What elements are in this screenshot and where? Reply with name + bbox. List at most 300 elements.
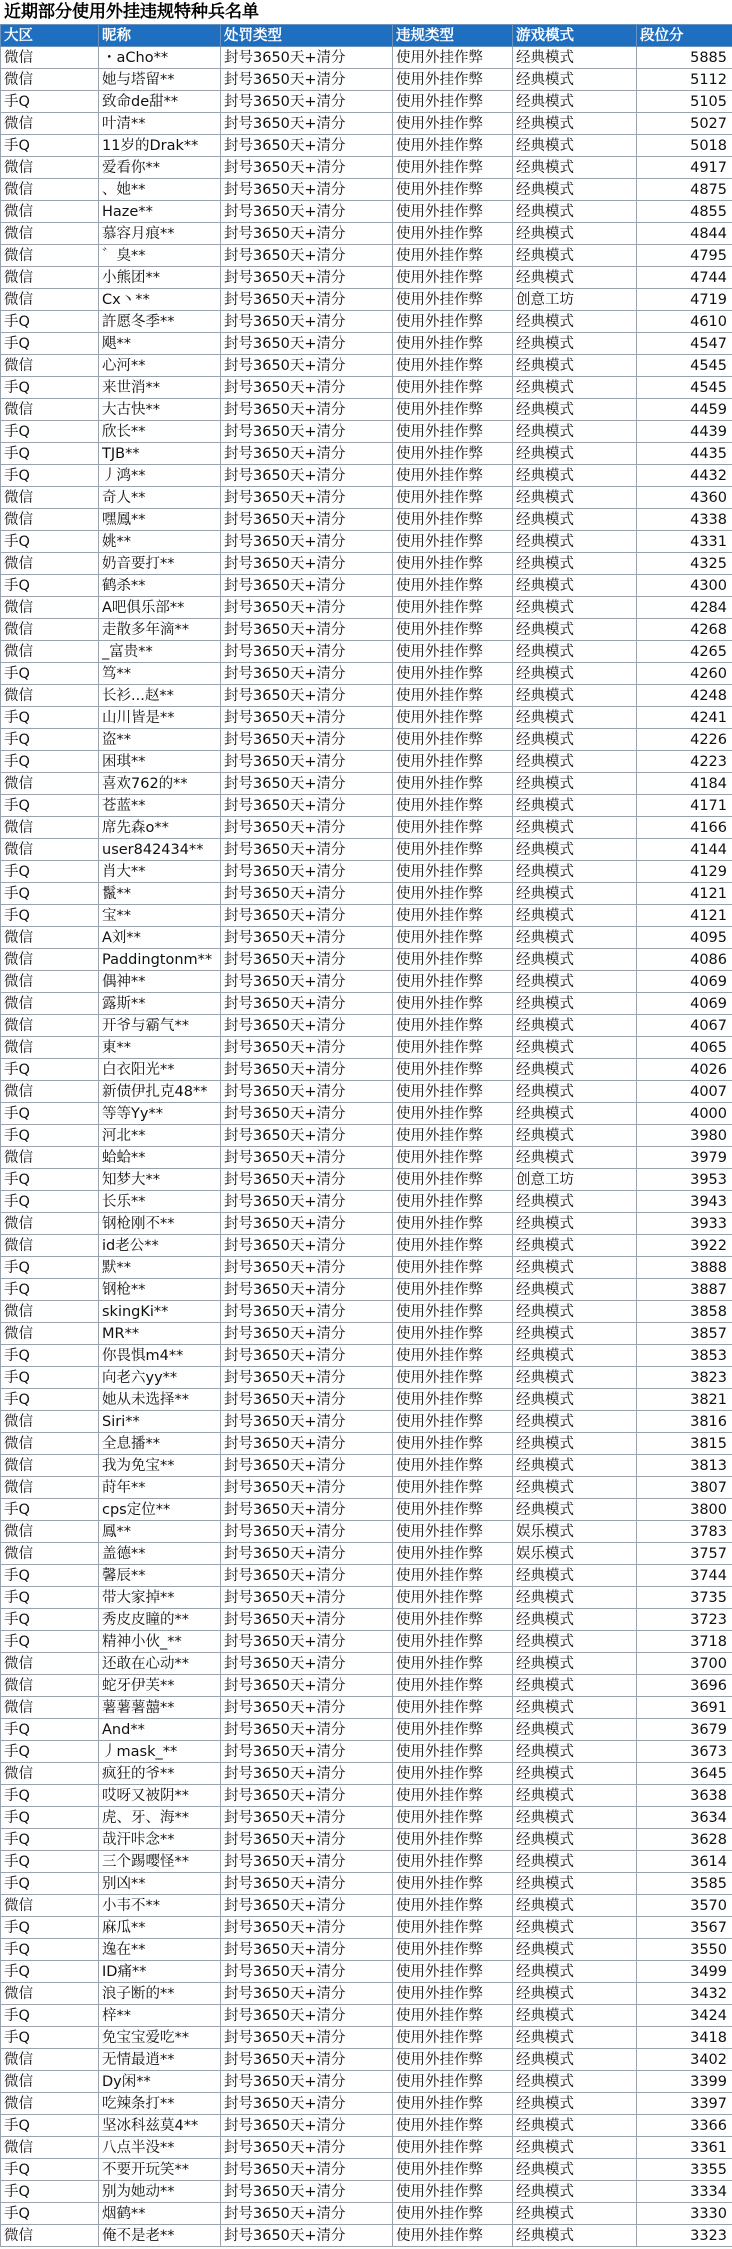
region-cell: 手Q (1, 1917, 99, 1939)
nickname-cell: 河北** (99, 1125, 221, 1147)
region-cell: 微信 (1, 773, 99, 795)
nickname-cell: 钢枪** (99, 1279, 221, 1301)
game-mode-cell: 经典模式 (513, 1609, 637, 1631)
rank-score-cell: 4226 (637, 729, 732, 751)
nickname-cell: 麻瓜** (99, 1917, 221, 1939)
violation-type-cell: 使用外挂作弊 (393, 927, 513, 949)
region-cell: 手Q (1, 377, 99, 399)
penalty-type-cell: 封号3650天+清分 (221, 1543, 393, 1565)
game-mode-cell: 经典模式 (513, 1961, 637, 1983)
rank-score-cell: 4547 (637, 333, 732, 355)
region-cell: 手Q (1, 443, 99, 465)
violation-type-cell: 使用外挂作弊 (393, 421, 513, 443)
table-row (1, 1917, 732, 1939)
penalty-type-cell: 封号3650天+清分 (221, 1851, 393, 1873)
nickname-cell: 席先森o** (99, 817, 221, 839)
game-mode-cell: 经典模式 (513, 1235, 637, 1257)
violation-type-cell: 使用外挂作弊 (393, 729, 513, 751)
region-cell: 微信 (1, 1521, 99, 1543)
rank-score-cell: 4223 (637, 751, 732, 773)
nickname-cell: 来世消** (99, 377, 221, 399)
nickname-cell: 笃** (99, 663, 221, 685)
table-row (1, 91, 732, 113)
region-cell: 手Q (1, 1807, 99, 1829)
nickname-cell: 长衫...赵** (99, 685, 221, 707)
table-row (1, 377, 732, 399)
rank-score-cell: 4000 (637, 1103, 732, 1125)
nickname-cell: 走散多年滴** (99, 619, 221, 641)
penalty-type-cell: 封号3650天+清分 (221, 861, 393, 883)
game-mode-cell: 经典模式 (513, 1763, 637, 1785)
game-mode-cell: 经典模式 (513, 861, 637, 883)
nickname-cell: 还敢在心动** (99, 1653, 221, 1675)
region-cell: 微信 (1, 1411, 99, 1433)
table-row (1, 1257, 732, 1279)
table-row (1, 1059, 732, 1081)
penalty-type-cell: 封号3650天+清分 (221, 1785, 393, 1807)
rank-score-cell: 5027 (637, 113, 732, 135)
region-cell: 微信 (1, 949, 99, 971)
penalty-type-cell: 封号3650天+清分 (221, 1059, 393, 1081)
penalty-type-cell: 封号3650天+清分 (221, 377, 393, 399)
rank-score-cell: 4248 (637, 685, 732, 707)
violation-type-cell: 使用外挂作弊 (393, 993, 513, 1015)
game-mode-cell: 经典模式 (513, 641, 637, 663)
header-penalty-type: 处罚类型 (221, 25, 393, 47)
nickname-cell: ゛臭** (99, 245, 221, 267)
rank-score-cell: 3807 (637, 1477, 732, 1499)
table-row (1, 2203, 732, 2225)
violation-type-cell: 使用外挂作弊 (393, 707, 513, 729)
penalty-type-cell: 封号3650天+清分 (221, 795, 393, 817)
violation-type-cell: 使用外挂作弊 (393, 1675, 513, 1697)
table-row (1, 1433, 732, 1455)
game-mode-cell: 经典模式 (513, 817, 637, 839)
nickname-cell: 飓** (99, 333, 221, 355)
nickname-cell: 新债伊扎克48** (99, 1081, 221, 1103)
rank-score-cell: 5885 (637, 47, 732, 69)
violation-type-cell: 使用外挂作弊 (393, 1433, 513, 1455)
violation-type-cell: 使用外挂作弊 (393, 553, 513, 575)
nickname-cell: 开爷与霸气** (99, 1015, 221, 1037)
region-cell: 手Q (1, 531, 99, 553)
penalty-type-cell: 封号3650天+清分 (221, 113, 393, 135)
table-row (1, 1895, 732, 1917)
nickname-cell: 向老六yy** (99, 1367, 221, 1389)
penalty-type-cell: 封号3650天+清分 (221, 553, 393, 575)
rank-score-cell: 5112 (637, 69, 732, 91)
penalty-type-cell: 封号3650天+清分 (221, 1895, 393, 1917)
table-row (1, 553, 732, 575)
rank-score-cell: 4026 (637, 1059, 732, 1081)
rank-score-cell: 4325 (637, 553, 732, 575)
region-cell: 微信 (1, 971, 99, 993)
penalty-type-cell: 封号3650天+清分 (221, 751, 393, 773)
game-mode-cell: 经典模式 (513, 1631, 637, 1653)
table-row (1, 355, 732, 377)
nickname-cell: 长乐** (99, 1191, 221, 1213)
header-region: 大区 (1, 25, 99, 47)
violation-type-cell: 使用外挂作弊 (393, 839, 513, 861)
ban-list-table (0, 24, 732, 2247)
rank-score-cell: 3735 (637, 1587, 732, 1609)
violation-type-cell: 使用外挂作弊 (393, 905, 513, 927)
rank-score-cell: 4144 (637, 839, 732, 861)
game-mode-cell: 经典模式 (513, 1741, 637, 1763)
violation-type-cell: 使用外挂作弊 (393, 2159, 513, 2181)
violation-type-cell: 使用外挂作弊 (393, 1477, 513, 1499)
rank-score-cell: 4875 (637, 179, 732, 201)
game-mode-cell: 经典模式 (513, 2181, 637, 2203)
region-cell: 手Q (1, 1961, 99, 1983)
table-row (1, 1345, 732, 1367)
penalty-type-cell: 封号3650天+清分 (221, 245, 393, 267)
game-mode-cell: 经典模式 (513, 1983, 637, 2005)
nickname-cell: id老公** (99, 1235, 221, 1257)
violation-type-cell: 使用外挂作弊 (393, 1543, 513, 1565)
violation-type-cell: 使用外挂作弊 (393, 377, 513, 399)
violation-type-cell: 使用外挂作弊 (393, 2071, 513, 2093)
violation-type-cell: 使用外挂作弊 (393, 1587, 513, 1609)
game-mode-cell: 经典模式 (513, 619, 637, 641)
region-cell: 微信 (1, 2071, 99, 2093)
nickname-cell: user842434** (99, 839, 221, 861)
violation-type-cell: 使用外挂作弊 (393, 1169, 513, 1191)
nickname-cell: 虎、牙、海** (99, 1807, 221, 1829)
nickname-cell: 不要开玩笑** (99, 2159, 221, 2181)
penalty-type-cell: 封号3650天+清分 (221, 685, 393, 707)
rank-score-cell: 3980 (637, 1125, 732, 1147)
nickname-cell: skingKi** (99, 1301, 221, 1323)
game-mode-cell: 创意工坊 (513, 1169, 637, 1191)
violation-type-cell: 使用外挂作弊 (393, 1455, 513, 1477)
game-mode-cell: 经典模式 (513, 685, 637, 707)
violation-type-cell: 使用外挂作弊 (393, 1499, 513, 1521)
game-mode-cell: 经典模式 (513, 355, 637, 377)
nickname-cell: 馨辰** (99, 1565, 221, 1587)
violation-type-cell: 使用外挂作弊 (393, 1741, 513, 1763)
region-cell: 手Q (1, 2115, 99, 2137)
nickname-cell: 烟鹤** (99, 2203, 221, 2225)
region-cell: 手Q (1, 1939, 99, 1961)
table-row (1, 487, 732, 509)
table-row (1, 399, 732, 421)
rank-score-cell: 3361 (637, 2137, 732, 2159)
region-cell: 手Q (1, 2005, 99, 2027)
penalty-type-cell: 封号3650天+清分 (221, 1235, 393, 1257)
table-row (1, 1081, 732, 1103)
violation-type-cell: 使用外挂作弊 (393, 311, 513, 333)
table-row (1, 201, 732, 223)
rank-score-cell: 3499 (637, 1961, 732, 1983)
nickname-cell: Cx丶** (99, 289, 221, 311)
penalty-type-cell: 封号3650天+清分 (221, 2203, 393, 2225)
rank-score-cell: 3330 (637, 2203, 732, 2225)
game-mode-cell: 经典模式 (513, 69, 637, 91)
region-cell: 微信 (1, 399, 99, 421)
rank-score-cell: 3628 (637, 1829, 732, 1851)
table-row (1, 1609, 732, 1631)
table-row (1, 641, 732, 663)
violation-type-cell: 使用外挂作弊 (393, 1235, 513, 1257)
penalty-type-cell: 封号3650天+清分 (221, 311, 393, 333)
region-cell: 微信 (1, 1301, 99, 1323)
region-cell: 手Q (1, 1059, 99, 1081)
nickname-cell: 鹤杀** (99, 575, 221, 597)
nickname-cell: TJB** (99, 443, 221, 465)
nickname-cell: 白衣阳光** (99, 1059, 221, 1081)
rank-score-cell: 4545 (637, 377, 732, 399)
violation-type-cell: 使用外挂作弊 (393, 1125, 513, 1147)
violation-type-cell: 使用外挂作弊 (393, 91, 513, 113)
region-cell: 微信 (1, 2137, 99, 2159)
violation-type-cell: 使用外挂作弊 (393, 267, 513, 289)
violation-type-cell: 使用外挂作弊 (393, 2115, 513, 2137)
penalty-type-cell: 封号3650天+清分 (221, 1939, 393, 1961)
nickname-cell: 許愿冬季** (99, 311, 221, 333)
rank-score-cell: 4260 (637, 663, 732, 685)
nickname-cell: 哎呀又被阴** (99, 1785, 221, 1807)
game-mode-cell: 经典模式 (513, 1367, 637, 1389)
region-cell: 微信 (1, 817, 99, 839)
region-cell: 手Q (1, 1829, 99, 1851)
region-cell: 微信 (1, 641, 99, 663)
region-cell: 手Q (1, 1345, 99, 1367)
violation-type-cell: 使用外挂作弊 (393, 641, 513, 663)
rank-score-cell: 3815 (637, 1433, 732, 1455)
violation-type-cell: 使用外挂作弊 (393, 2137, 513, 2159)
penalty-type-cell: 封号3650天+清分 (221, 949, 393, 971)
nickname-cell: 知梦大** (99, 1169, 221, 1191)
region-cell: 微信 (1, 509, 99, 531)
penalty-type-cell: 封号3650天+清分 (221, 707, 393, 729)
table-row (1, 1873, 732, 1895)
nickname-cell: 困琪** (99, 751, 221, 773)
rank-score-cell: 3366 (637, 2115, 732, 2137)
table-row (1, 245, 732, 267)
table-row (1, 47, 732, 69)
region-cell: 手Q (1, 883, 99, 905)
nickname-cell: 八点半没** (99, 2137, 221, 2159)
rank-score-cell: 4166 (637, 817, 732, 839)
game-mode-cell: 经典模式 (513, 1587, 637, 1609)
nickname-cell: And** (99, 1719, 221, 1741)
penalty-type-cell: 封号3650天+清分 (221, 47, 393, 69)
penalty-type-cell: 封号3650天+清分 (221, 2181, 393, 2203)
violation-type-cell: 使用外挂作弊 (393, 1389, 513, 1411)
nickname-cell: 11岁的Drak** (99, 135, 221, 157)
violation-type-cell: 使用外挂作弊 (393, 399, 513, 421)
rank-score-cell: 5018 (637, 135, 732, 157)
nickname-cell: 别凶** (99, 1873, 221, 1895)
rank-score-cell: 4184 (637, 773, 732, 795)
rank-score-cell: 3645 (637, 1763, 732, 1785)
nickname-cell: 丿mask_** (99, 1741, 221, 1763)
table-row (1, 883, 732, 905)
penalty-type-cell: 封号3650天+清分 (221, 619, 393, 641)
game-mode-cell: 创意工坊 (513, 289, 637, 311)
table-row (1, 1653, 732, 1675)
penalty-type-cell: 封号3650天+清分 (221, 1411, 393, 1433)
table-row (1, 1323, 732, 1345)
nickname-cell: 蛤蛤** (99, 1147, 221, 1169)
violation-type-cell: 使用外挂作弊 (393, 1279, 513, 1301)
region-cell: 微信 (1, 179, 99, 201)
table-row (1, 2049, 732, 2071)
region-cell: 微信 (1, 2049, 99, 2071)
game-mode-cell: 经典模式 (513, 2071, 637, 2093)
rank-score-cell: 4069 (637, 971, 732, 993)
penalty-type-cell: 封号3650天+清分 (221, 1389, 393, 1411)
table-row (1, 2071, 732, 2093)
nickname-cell: 鳳** (99, 1521, 221, 1543)
game-mode-cell: 经典模式 (513, 1719, 637, 1741)
nickname-cell: 无情最逍** (99, 2049, 221, 2071)
region-cell: 微信 (1, 245, 99, 267)
penalty-type-cell: 封号3650天+清分 (221, 1873, 393, 1895)
penalty-type-cell: 封号3650天+清分 (221, 839, 393, 861)
rank-score-cell: 4610 (637, 311, 732, 333)
nickname-cell: 等等Yy** (99, 1103, 221, 1125)
nickname-cell: 蛇牙伊芙** (99, 1675, 221, 1697)
penalty-type-cell: 封号3650天+清分 (221, 465, 393, 487)
game-mode-cell: 经典模式 (513, 91, 637, 113)
game-mode-cell: 娱乐模式 (513, 1521, 637, 1543)
header-rank-score: 段位分 (637, 25, 732, 47)
violation-type-cell: 使用外挂作弊 (393, 1213, 513, 1235)
rank-score-cell: 3744 (637, 1565, 732, 1587)
game-mode-cell: 经典模式 (513, 1323, 637, 1345)
nickname-cell: 丿鸿** (99, 465, 221, 487)
rank-score-cell: 4744 (637, 267, 732, 289)
nickname-cell: 苍蓝** (99, 795, 221, 817)
table-row (1, 927, 732, 949)
penalty-type-cell: 封号3650天+清分 (221, 1367, 393, 1389)
region-cell: 手Q (1, 905, 99, 927)
nickname-cell: A吧俱乐部** (99, 597, 221, 619)
table-row (1, 619, 732, 641)
penalty-type-cell: 封号3650天+清分 (221, 2115, 393, 2137)
game-mode-cell: 经典模式 (513, 267, 637, 289)
table-row (1, 1543, 732, 1565)
region-cell: 手Q (1, 2159, 99, 2181)
game-mode-cell: 经典模式 (513, 1873, 637, 1895)
region-cell: 微信 (1, 927, 99, 949)
nickname-cell: 小韦不** (99, 1895, 221, 1917)
rank-score-cell: 3424 (637, 2005, 732, 2027)
penalty-type-cell: 封号3650天+清分 (221, 1169, 393, 1191)
rank-score-cell: 4719 (637, 289, 732, 311)
rank-score-cell: 3858 (637, 1301, 732, 1323)
nickname-cell: 喜欢762的** (99, 773, 221, 795)
table-row (1, 1015, 732, 1037)
nickname-cell: 哉汗咔念** (99, 1829, 221, 1851)
region-cell: 微信 (1, 267, 99, 289)
nickname-cell: 俺不是老** (99, 2225, 221, 2247)
rank-score-cell: 4086 (637, 949, 732, 971)
rank-score-cell: 3432 (637, 1983, 732, 2005)
violation-type-cell: 使用外挂作弊 (393, 1719, 513, 1741)
nickname-cell: 她从未选择** (99, 1389, 221, 1411)
rank-score-cell: 3567 (637, 1917, 732, 1939)
table-row (1, 1763, 732, 1785)
game-mode-cell: 经典模式 (513, 1345, 637, 1367)
penalty-type-cell: 封号3650天+清分 (221, 157, 393, 179)
penalty-type-cell: 封号3650天+清分 (221, 1565, 393, 1587)
nickname-cell: ID痛** (99, 1961, 221, 1983)
rank-score-cell: 3614 (637, 1851, 732, 1873)
nickname-cell: 心河** (99, 355, 221, 377)
rank-score-cell: 4284 (637, 597, 732, 619)
violation-type-cell: 使用外挂作弊 (393, 817, 513, 839)
violation-type-cell: 使用外挂作弊 (393, 1037, 513, 1059)
game-mode-cell: 经典模式 (513, 773, 637, 795)
game-mode-cell: 经典模式 (513, 1411, 637, 1433)
rank-score-cell: 3673 (637, 1741, 732, 1763)
violation-type-cell: 使用外挂作弊 (393, 1609, 513, 1631)
table-row (1, 1939, 732, 1961)
penalty-type-cell: 封号3650天+清分 (221, 663, 393, 685)
penalty-type-cell: 封号3650天+清分 (221, 1279, 393, 1301)
penalty-type-cell: 封号3650天+清分 (221, 1521, 393, 1543)
nickname-cell: _富贵** (99, 641, 221, 663)
penalty-type-cell: 封号3650天+清分 (221, 91, 393, 113)
table-row (1, 1213, 732, 1235)
violation-type-cell: 使用外挂作弊 (393, 2005, 513, 2027)
rank-score-cell: 3887 (637, 1279, 732, 1301)
table-row (1, 69, 732, 91)
violation-type-cell: 使用外挂作弊 (393, 1829, 513, 1851)
region-cell: 手Q (1, 1389, 99, 1411)
table-row (1, 1169, 732, 1191)
game-mode-cell: 经典模式 (513, 2225, 637, 2247)
violation-type-cell: 使用外挂作弊 (393, 861, 513, 883)
region-cell: 手Q (1, 1873, 99, 1895)
table-row (1, 179, 732, 201)
violation-type-cell: 使用外挂作弊 (393, 2203, 513, 2225)
rank-score-cell: 3334 (637, 2181, 732, 2203)
region-cell: 微信 (1, 289, 99, 311)
region-cell: 微信 (1, 1081, 99, 1103)
nickname-cell: 坚冰科兹莫4** (99, 2115, 221, 2137)
table-row (1, 1521, 732, 1543)
table-row (1, 905, 732, 927)
penalty-type-cell: 封号3650天+清分 (221, 1455, 393, 1477)
rank-score-cell: 3718 (637, 1631, 732, 1653)
region-cell: 手Q (1, 1609, 99, 1631)
rank-score-cell: 3679 (637, 1719, 732, 1741)
region-cell: 手Q (1, 1719, 99, 1741)
penalty-type-cell: 封号3650天+清分 (221, 1015, 393, 1037)
game-mode-cell: 经典模式 (513, 1279, 637, 1301)
violation-type-cell: 使用外挂作弊 (393, 509, 513, 531)
region-cell: 手Q (1, 2181, 99, 2203)
nickname-cell: 露斯** (99, 993, 221, 1015)
penalty-type-cell: 封号3650天+清分 (221, 2049, 393, 2071)
penalty-type-cell: 封号3650天+清分 (221, 1191, 393, 1213)
violation-type-cell: 使用外挂作弊 (393, 1983, 513, 2005)
game-mode-cell: 经典模式 (513, 839, 637, 861)
rank-score-cell: 4360 (637, 487, 732, 509)
penalty-type-cell: 封号3650天+清分 (221, 267, 393, 289)
game-mode-cell: 经典模式 (513, 1785, 637, 1807)
rank-score-cell: 3823 (637, 1367, 732, 1389)
game-mode-cell: 经典模式 (513, 135, 637, 157)
game-mode-cell: 经典模式 (513, 1081, 637, 1103)
violation-type-cell: 使用外挂作弊 (393, 1345, 513, 1367)
penalty-type-cell: 封号3650天+清分 (221, 1763, 393, 1785)
game-mode-cell: 经典模式 (513, 1147, 637, 1169)
